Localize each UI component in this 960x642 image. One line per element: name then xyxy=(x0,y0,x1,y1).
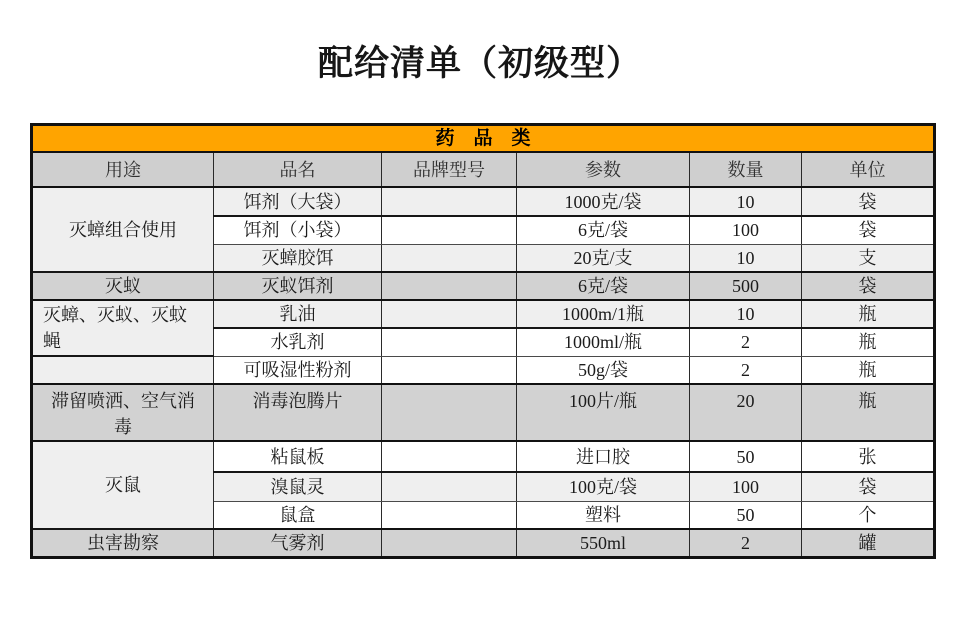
cell-brand xyxy=(382,441,517,472)
cell-qty: 500 xyxy=(690,272,802,300)
cell-brand xyxy=(382,244,517,272)
cell-brand xyxy=(382,187,517,216)
cell-unit: 瓶 xyxy=(802,300,935,328)
column-header-unit: 单位 xyxy=(802,152,935,187)
cell-product: 可吸湿性粉剂 xyxy=(214,356,382,384)
cell-param: 塑料 xyxy=(517,501,690,529)
table-row xyxy=(32,384,935,441)
cell-qty: 100 xyxy=(690,216,802,244)
cell-param: 550ml xyxy=(517,529,690,558)
cell-param: 6克/袋 xyxy=(517,272,690,300)
cell-product: 鼠盒 xyxy=(214,501,382,529)
cell-qty: 2 xyxy=(690,529,802,558)
cell-param: 100克/袋 xyxy=(517,472,690,501)
cell-brand xyxy=(382,328,517,356)
cell-param: 1000克/袋 xyxy=(517,187,690,216)
cell-brand xyxy=(382,300,517,328)
cell-qty: 50 xyxy=(690,441,802,472)
cell-usage: 灭蟑、灭蚁、灭蚊蝇 xyxy=(32,300,214,356)
cell-unit: 瓶 xyxy=(802,356,935,384)
cell-param: 1000m/1瓶 xyxy=(517,300,690,328)
cell-usage: 灭蟑组合使用 xyxy=(32,187,214,272)
table-row xyxy=(32,529,935,558)
page xyxy=(0,42,960,642)
cell-param: 1000ml/瓶 xyxy=(517,328,690,356)
cell-product: 水乳剂 xyxy=(214,328,382,356)
column-header-product: 品名 xyxy=(214,152,382,187)
cell-product: 消毒泡腾片 xyxy=(214,384,382,441)
cell-param: 50g/袋 xyxy=(517,356,690,384)
table-row xyxy=(32,272,935,300)
supply-table xyxy=(30,123,936,559)
column-header-brand: 品牌型号 xyxy=(382,152,517,187)
cell-product: 溴鼠灵 xyxy=(214,472,382,501)
cell-unit: 袋 xyxy=(802,472,935,501)
cell-unit: 支 xyxy=(802,244,935,272)
cell-param: 6克/袋 xyxy=(517,216,690,244)
cell-param: 100片/瓶 xyxy=(517,384,690,441)
cell-usage: 灭鼠 xyxy=(32,441,214,529)
cell-brand xyxy=(382,529,517,558)
cell-product: 气雾剂 xyxy=(214,529,382,558)
section-title: 药 品 类 xyxy=(32,125,935,153)
column-header-row xyxy=(32,152,935,187)
cell-qty: 100 xyxy=(690,472,802,501)
cell-brand xyxy=(382,272,517,300)
table-row xyxy=(32,187,935,216)
page-title: 配给清单（初级型） xyxy=(317,44,642,83)
cell-qty: 10 xyxy=(690,244,802,272)
cell-brand xyxy=(382,501,517,529)
cell-unit: 罐 xyxy=(802,529,935,558)
cell-product: 灭蟑胶饵 xyxy=(214,244,382,272)
column-header-usage: 用途 xyxy=(32,152,214,187)
cell-unit: 个 xyxy=(802,501,935,529)
cell-unit: 瓶 xyxy=(802,384,935,441)
cell-product: 乳油 xyxy=(214,300,382,328)
cell-brand xyxy=(382,472,517,501)
cell-qty: 10 xyxy=(690,187,802,216)
cell-product: 饵剂（小袋） xyxy=(214,216,382,244)
table-row xyxy=(32,441,935,472)
cell-unit: 袋 xyxy=(802,187,935,216)
cell-brand xyxy=(382,384,517,441)
cell-product: 饵剂（大袋） xyxy=(214,187,382,216)
cell-unit: 袋 xyxy=(802,272,935,300)
column-header-qty: 数量 xyxy=(690,152,802,187)
cell-qty: 10 xyxy=(690,300,802,328)
cell-qty: 2 xyxy=(690,328,802,356)
cell-unit: 袋 xyxy=(802,216,935,244)
cell-usage: 灭蚁 xyxy=(32,272,214,300)
cell-qty: 50 xyxy=(690,501,802,529)
cell-unit: 瓶 xyxy=(802,328,935,356)
section-band xyxy=(32,125,935,153)
cell-product: 灭蚁饵剂 xyxy=(214,272,382,300)
cell-usage: 虫害勘察 xyxy=(32,529,214,558)
cell-product: 粘鼠板 xyxy=(214,441,382,472)
cell-brand xyxy=(382,216,517,244)
table-row xyxy=(32,300,935,328)
cell-unit: 张 xyxy=(802,441,935,472)
column-header-param: 参数 xyxy=(517,152,690,187)
table-row xyxy=(32,356,935,384)
cell-usage: 滞留喷洒、空气消毒 xyxy=(32,384,214,441)
cell-param: 20克/支 xyxy=(517,244,690,272)
cell-usage xyxy=(32,356,214,384)
cell-qty: 2 xyxy=(690,356,802,384)
cell-qty: 20 xyxy=(690,384,802,441)
cell-brand xyxy=(382,356,517,384)
cell-param: 进口胶 xyxy=(517,441,690,472)
